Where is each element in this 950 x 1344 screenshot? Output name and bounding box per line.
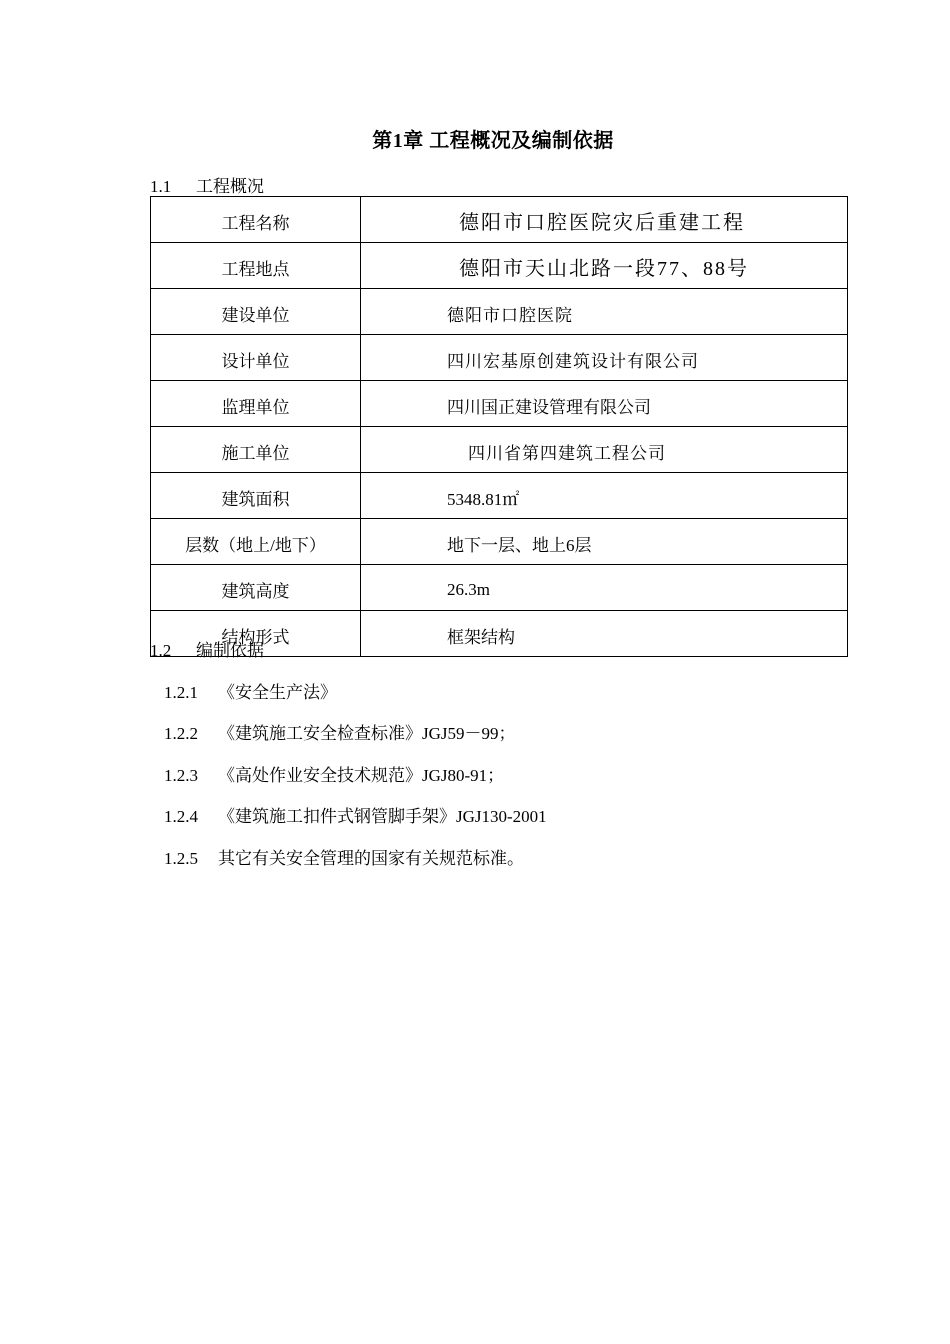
row-value: 四川国正建设管理有限公司 [361,381,848,427]
list-item [164,802,547,827]
list-item [164,844,524,869]
row-value: 德阳市天山北路一段77、88号 [361,243,848,289]
item-text: 《高处作业安全技术规范》JGJ80-91； [218,766,505,785]
section-heading-compilation-basis [150,636,264,661]
table-row [151,243,848,289]
table-row [151,565,848,611]
table-row [151,519,848,565]
item-text: 《建筑施工扣件式钢管脚手架》JGJ130-2001 [218,807,547,826]
table-row [151,289,848,335]
list-item [164,761,504,786]
row-label: 建筑面积 [151,473,361,519]
row-label: 结构形式 [151,611,361,657]
item-number: 1.2.4 [164,807,198,826]
section-title: 工程概况 [196,177,264,196]
item-number: 1.2.5 [164,849,198,868]
row-value: 德阳市口腔医院 [361,289,848,335]
item-text: 其它有关安全管理的国家有关规范标准。 [218,849,524,868]
item-number: 1.2.1 [164,683,198,702]
section-heading-project-overview [150,172,264,197]
row-label: 建筑高度 [151,565,361,611]
row-value: 框架结构 [361,611,848,657]
list-item [164,678,337,703]
item-number: 1.2.2 [164,724,198,743]
item-number: 1.2.3 [164,766,198,785]
table-row [151,381,848,427]
row-value: 德阳市口腔医院灾后重建工程 [361,197,848,243]
table-row [151,427,848,473]
table-row [151,335,848,381]
section-title: 编制依据 [196,641,264,660]
row-label: 施工单位 [151,427,361,473]
row-label: 工程名称 [151,197,361,243]
row-label: 工程地点 [151,243,361,289]
project-info-table [150,196,848,657]
item-text: 《安全生产法》 [218,683,337,702]
list-item [164,719,516,744]
row-value: 地下一层、地上6层 [361,519,848,565]
row-value: 四川宏基原创建筑设计有限公司 [361,335,848,381]
section-number: 1.1 [150,177,172,196]
row-label: 监理单位 [151,381,361,427]
row-value: 四川省第四建筑工程公司 [361,427,848,473]
section-number: 1.2 [150,641,172,660]
row-label: 建设单位 [151,289,361,335]
row-value: 26.3m [361,565,848,611]
row-label: 层数（地上/地下） [151,519,361,565]
table-row [151,473,848,519]
chapter-title: 第1章 工程概况及编制依据 [372,130,614,152]
row-value: 5348.81㎡ [361,473,848,519]
table-row [151,197,848,243]
row-label: 设计单位 [151,335,361,381]
item-text: 《建筑施工安全检查标准》JGJ59－99； [218,724,516,743]
